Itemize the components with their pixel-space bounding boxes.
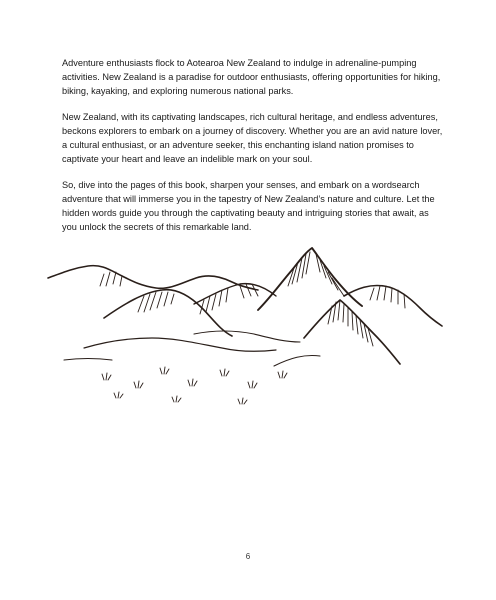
paragraph-discovery: New Zealand, with its captivating landscapes, rich cultural heritage, and endless adventures, beckons explorers to embark on a journey of discovery. Whether you are an avid nature lover, a cultural enthusiast, or an adventure seeker, this enchanting island nation promises to captivate your heart and leave an indelible mark on your soul. (62, 112, 443, 164)
page-number: 6 (245, 552, 251, 561)
paragraph-wordsearch: So, dive into the pages of this book, sharpen your senses, and embark on a wordsearch adventure that will immerse you in the tapestry of New Zealand’s nature and culture. Let the hidden words guide you through the captivating beauty and intriguing stories that await, as you unlock the secrets of this remarkable land. (62, 180, 435, 232)
mountain-range-sketch-icon (44, 238, 444, 418)
body-text (62, 56, 446, 246)
paragraph-intro: Adventure enthusiasts flock to Aotearoa New Zealand to indulge in adrenaline-pumping activities. New Zealand is a paradise for outdoor enthusiasts, offering opportunities for hiking, biking, kayaking, and exploring numerous national parks. (62, 58, 441, 96)
